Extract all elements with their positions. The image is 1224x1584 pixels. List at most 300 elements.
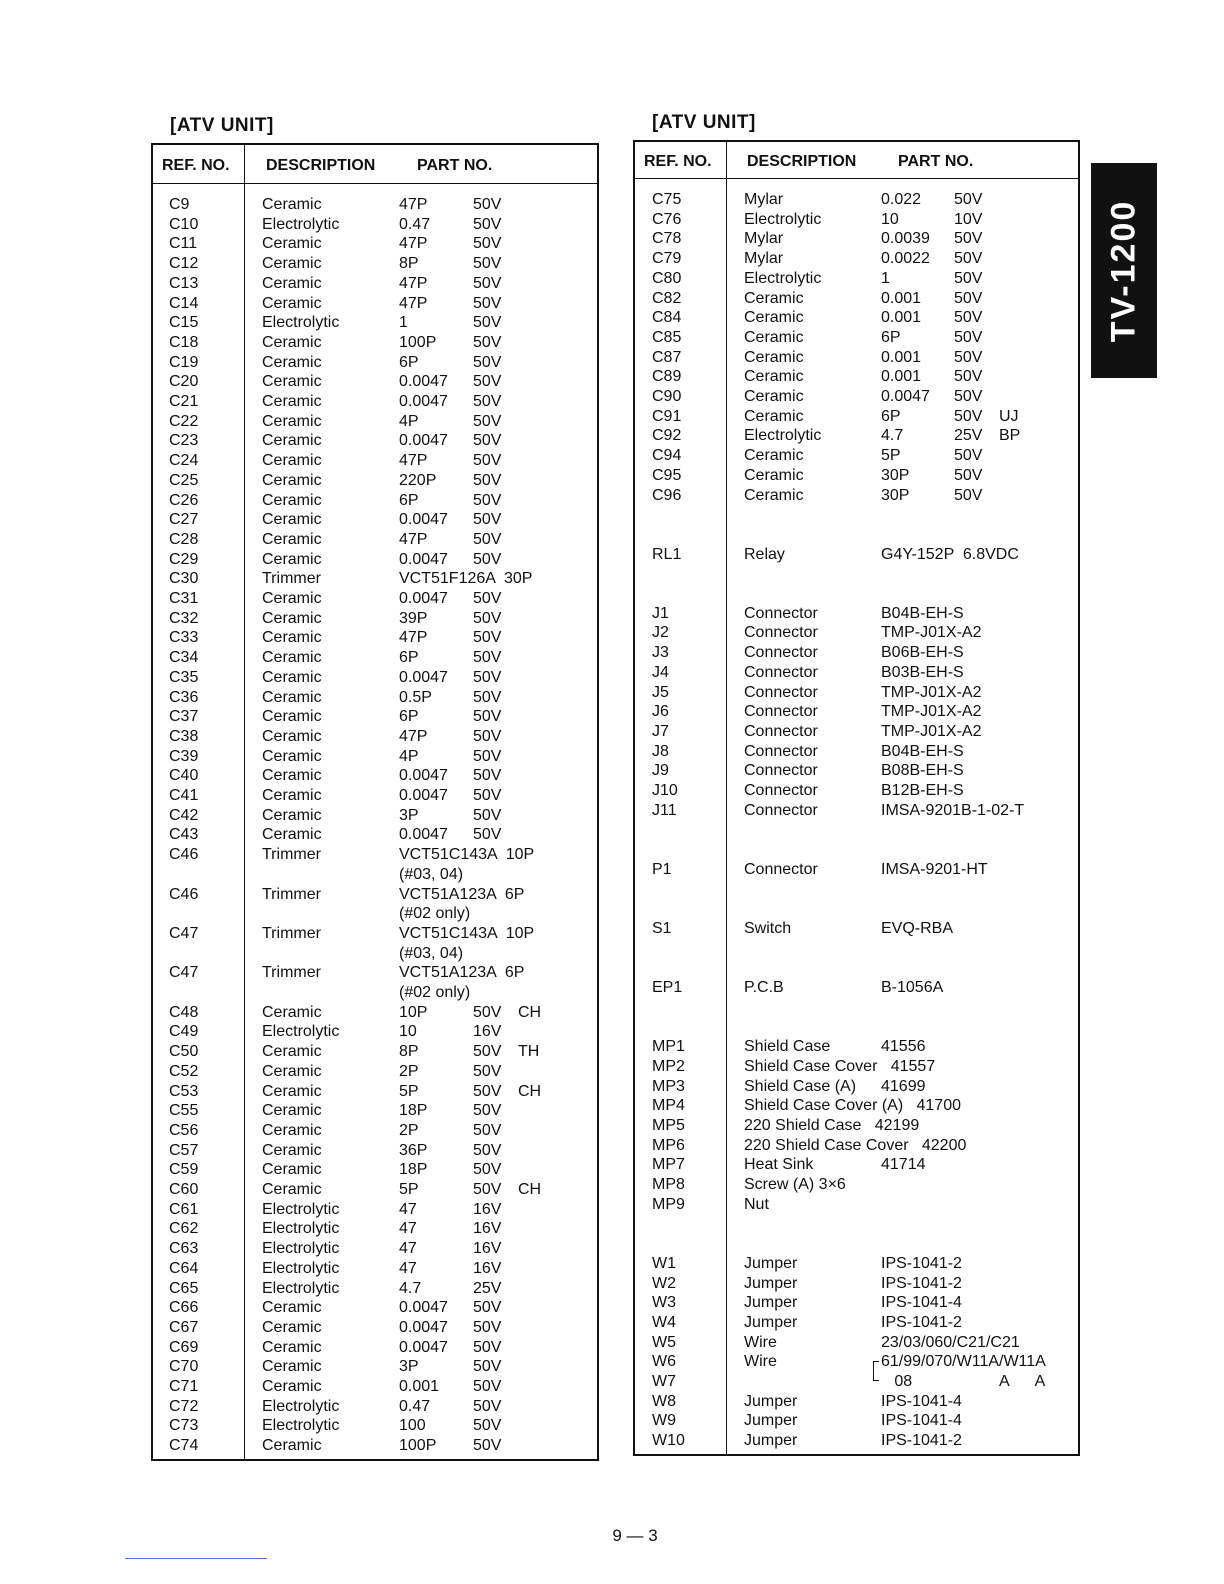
row-desc: Jumper — [744, 1392, 798, 1410]
header-divider — [635, 178, 1078, 179]
row-volt: 10V — [954, 210, 983, 228]
row-part: 8P — [399, 255, 419, 273]
row-ref: C72 — [169, 1397, 199, 1415]
row-part: 6P — [399, 708, 419, 726]
row-desc: Electrolytic — [744, 269, 822, 287]
row-part: 41699 — [881, 1077, 926, 1095]
row-desc: Ceramic — [262, 550, 322, 568]
row-desc: Ceramic — [262, 1121, 322, 1139]
row-volt: 50V — [473, 1121, 502, 1139]
row-ref: C69 — [169, 1338, 199, 1356]
row-part: 5P — [881, 447, 901, 465]
row-ref: C47 — [169, 964, 199, 982]
row-desc: 220 Shield Case 42199 — [744, 1116, 920, 1134]
row-ref: C20 — [169, 373, 199, 391]
row-part: 6P — [881, 407, 901, 425]
row-volt: 50V — [473, 353, 502, 371]
row-part: 0.001 — [399, 1378, 440, 1395]
row-desc: Ceramic — [262, 649, 322, 667]
row-volt: 50V — [473, 629, 502, 647]
row-ref: C40 — [169, 767, 199, 785]
row-desc: Ceramic — [262, 274, 322, 292]
row-ref: C13 — [169, 274, 199, 292]
row-ref: C38 — [169, 727, 199, 745]
row-part: 100P — [399, 333, 437, 351]
row-ref: C76 — [652, 210, 682, 228]
row-part: (#02 only) — [399, 984, 471, 1001]
row-part: IPS-1041-4 — [881, 1294, 962, 1312]
row-volt: 50V — [473, 826, 502, 844]
row-volt: 50V — [473, 471, 502, 489]
row-ref: J8 — [652, 742, 669, 760]
row-ref: C34 — [169, 649, 199, 667]
row-desc: Ceramic — [262, 235, 322, 253]
row-ref: C70 — [169, 1358, 199, 1376]
row-desc: Ceramic — [262, 1141, 322, 1159]
row-volt: 50V — [954, 407, 983, 425]
row-part: EVQ-RBA — [881, 919, 954, 937]
row-part: 2P — [399, 1062, 419, 1080]
row-ref: P1 — [652, 860, 672, 878]
row-part: 47P — [399, 235, 428, 253]
row-ref: C71 — [169, 1378, 199, 1395]
row-volt: 50V — [954, 250, 983, 268]
row-desc: Electrolytic — [262, 1023, 340, 1041]
row-ref: J6 — [652, 703, 669, 721]
row-ref: C59 — [169, 1161, 199, 1179]
row-volt: 50V — [473, 806, 502, 824]
row-desc: Wire — [744, 1333, 777, 1351]
row-volt: 50V — [473, 1141, 502, 1159]
row-ref: C10 — [169, 215, 199, 233]
row-desc: Ceramic — [744, 368, 804, 386]
row-part: 36P — [399, 1141, 428, 1159]
row-part: 6P — [399, 491, 419, 509]
row-volt: 50V — [473, 1299, 502, 1317]
row-desc: Ceramic — [262, 609, 322, 627]
row-part: (#03, 04) — [399, 944, 464, 962]
row-desc: Ceramic — [262, 688, 322, 706]
row-volt: 50V — [473, 215, 502, 233]
row-desc: Ceramic — [262, 353, 322, 371]
row-ref: C82 — [652, 289, 682, 307]
row-part: 0.0047 — [399, 787, 448, 804]
row-desc: Ceramic — [262, 255, 322, 273]
row-volt: 16V — [473, 1200, 502, 1218]
row-desc: Ceramic — [744, 309, 804, 327]
row-volt: 50V — [473, 1102, 502, 1120]
row-ref: C24 — [169, 452, 199, 470]
row-part: 39P — [399, 609, 428, 627]
row-part: 0.0047 — [399, 432, 448, 450]
row-desc: Nut — [744, 1195, 769, 1213]
row-desc: Jumper — [744, 1294, 798, 1312]
row-part: B12B-EH-S — [881, 782, 964, 799]
row-part: TMP-J01X-A2 — [881, 683, 982, 701]
row-desc: Ceramic — [262, 1043, 322, 1061]
row-desc: Ceramic — [744, 289, 804, 307]
row-part: 4P — [399, 747, 419, 765]
row-ref: C46 — [169, 846, 199, 864]
row-ref: J7 — [652, 722, 669, 740]
row-ref: C50 — [169, 1043, 199, 1061]
row-desc: Connector — [744, 663, 818, 681]
row-desc: Connector — [744, 782, 818, 799]
row-desc: Relay — [744, 545, 785, 563]
row-desc: Electrolytic — [262, 1200, 340, 1218]
row-volt: 50V — [954, 269, 983, 287]
row-volt: 50V — [473, 609, 502, 627]
row-ref: C46 — [169, 885, 199, 903]
row-part: 10P — [399, 1003, 428, 1021]
row-ref: C78 — [652, 230, 682, 248]
row-desc: Electrolytic — [744, 427, 822, 445]
row-volt: 50V — [473, 1358, 502, 1376]
row-desc: Connector — [744, 604, 818, 622]
row-volt: 50V — [473, 668, 502, 686]
row-desc: Ceramic — [262, 767, 322, 785]
row-desc: Connector — [744, 683, 818, 701]
row-volt: 50V — [473, 767, 502, 785]
row-desc: Jumper — [744, 1432, 798, 1450]
row-volt: 50V — [473, 688, 502, 706]
row-ref: S1 — [652, 919, 672, 937]
row-part: 5P — [399, 1181, 419, 1198]
row-part: 23/03/060/C21/C21 — [881, 1333, 1020, 1351]
row-ref: MP7 — [652, 1156, 685, 1174]
row-ref: C53 — [169, 1082, 199, 1100]
row-volt: 50V — [473, 747, 502, 765]
row-part: 2P — [399, 1121, 419, 1139]
row-part: 47P — [399, 629, 428, 647]
row-part: 47P — [399, 727, 428, 745]
row-ref: C63 — [169, 1240, 199, 1258]
row-volt: 50V — [473, 255, 502, 273]
row-part: 0.0047 — [881, 388, 930, 405]
row-volt: 16V — [473, 1220, 502, 1238]
row-desc: Ceramic — [262, 708, 322, 726]
row-part: 4.7 — [399, 1279, 422, 1297]
row-ref: C12 — [169, 255, 199, 273]
row-volt: 25V — [954, 427, 983, 445]
row-part: B08B-EH-S — [881, 762, 964, 780]
row-ref: C23 — [169, 432, 199, 450]
row-volt: 50V — [473, 1082, 502, 1100]
row-desc: Ceramic — [262, 412, 322, 430]
header-divider — [153, 183, 597, 184]
row-volt: 50V — [473, 373, 502, 391]
row-ref: C87 — [652, 348, 682, 366]
row-desc: Ceramic — [744, 466, 804, 484]
row-desc: Jumper — [744, 1412, 798, 1430]
row-ref: C64 — [169, 1259, 199, 1277]
row-part: IPS-1041-4 — [881, 1392, 962, 1410]
row-part: 0.0022 — [881, 250, 930, 268]
row-part: 0.001 — [881, 348, 922, 366]
row-ref: C95 — [652, 466, 682, 484]
column-divider — [726, 142, 727, 1454]
row-part: 100 — [399, 1417, 426, 1435]
row-volt: 50V — [954, 368, 983, 386]
header-description: DESCRIPTION — [747, 153, 857, 170]
row-desc: Ceramic — [262, 373, 322, 391]
left-unit-title: [ATV UNIT] — [170, 115, 274, 136]
row-desc: Ceramic — [262, 1003, 322, 1021]
row-part: 47P — [399, 274, 428, 292]
row-ref: J5 — [652, 683, 669, 701]
row-part: 47P — [399, 294, 428, 312]
row-desc: Ceramic — [262, 747, 322, 765]
row-ref: C47 — [169, 924, 199, 942]
row-ref: C62 — [169, 1220, 199, 1238]
row-volt: 50V — [473, 1062, 502, 1080]
model-side-tab — [1091, 163, 1157, 378]
row-ref: C49 — [169, 1023, 199, 1041]
row-part: 10 — [881, 210, 899, 228]
row-desc: Connector — [744, 624, 818, 642]
row-volt: 50V — [473, 196, 502, 213]
row-ref: C19 — [169, 353, 199, 371]
row-desc: Wire — [744, 1353, 777, 1371]
row-ref: C92 — [652, 427, 682, 445]
row-ref: J1 — [652, 604, 669, 622]
decorative-rule — [125, 1558, 267, 1559]
row-volt: 50V — [473, 432, 502, 450]
row-desc: Shield Case — [744, 1038, 831, 1056]
row-ref: W2 — [652, 1274, 676, 1292]
row-desc: Electrolytic — [262, 1240, 340, 1258]
row-ref: C27 — [169, 511, 199, 529]
row-part: 08 — [881, 1373, 913, 1390]
row-volt: 50V — [473, 1318, 502, 1336]
row-volt: 50V — [954, 486, 983, 504]
row-ref: C65 — [169, 1279, 199, 1297]
row-volt: 50V — [473, 274, 502, 292]
row-desc: Connector — [744, 801, 818, 819]
row-desc: Ceramic — [262, 1082, 322, 1100]
row-part: IPS-1041-2 — [881, 1432, 962, 1450]
row-ref: MP5 — [652, 1116, 685, 1134]
row-part: VCT51A123A 6P — [399, 885, 525, 903]
row-ref: W1 — [652, 1254, 676, 1272]
row-ref: C36 — [169, 688, 199, 706]
row-desc: Ceramic — [262, 1181, 322, 1198]
row-desc: Switch — [744, 919, 792, 937]
row-desc: Ceramic — [262, 452, 322, 470]
row-part: 0.0047 — [399, 767, 448, 785]
row-part: IPS-1041-2 — [881, 1274, 962, 1292]
row-ref: C14 — [169, 294, 199, 312]
row-note: TH — [518, 1043, 540, 1061]
row-ref: C60 — [169, 1181, 199, 1198]
row-ref: W10 — [652, 1432, 685, 1450]
row-part: 220P — [399, 471, 437, 489]
row-part: IPS-1041-4 — [881, 1412, 962, 1430]
row-desc: Electrolytic — [262, 1259, 340, 1277]
row-ref: C84 — [652, 309, 682, 327]
row-ref: C9 — [169, 196, 190, 213]
row-volt: 50V — [473, 333, 502, 351]
model-label: TV-1200 — [1104, 199, 1143, 342]
row-desc: Mylar — [744, 191, 784, 208]
row-desc: Ceramic — [262, 590, 322, 607]
row-part: 0.0047 — [399, 511, 448, 529]
row-desc: Ceramic — [744, 348, 804, 366]
row-part: 30P — [881, 486, 910, 504]
row-desc: 220 Shield Case Cover 42200 — [744, 1136, 967, 1154]
row-volt: 50V — [954, 447, 983, 465]
row-ref: J9 — [652, 762, 669, 780]
row-part: G4Y-152P 6.8VDC — [881, 545, 1019, 563]
column-divider — [244, 145, 245, 1459]
row-volt: 50V — [473, 1417, 502, 1435]
row-part: 6P — [399, 649, 419, 667]
row-desc: Ceramic — [262, 491, 322, 509]
row-volt: 50V — [954, 328, 983, 346]
row-part: 3P — [399, 1358, 419, 1376]
row-volt: 16V — [473, 1023, 502, 1041]
row-part: 0.001 — [881, 368, 922, 386]
row-part: 47P — [399, 452, 428, 470]
row-part: 10 — [399, 1023, 417, 1041]
row-note: CH — [518, 1082, 542, 1100]
row-ref: C55 — [169, 1102, 199, 1120]
row-ref: C48 — [169, 1003, 199, 1021]
row-desc: Ceramic — [262, 393, 322, 410]
row-part: 18P — [399, 1161, 428, 1179]
row-part: 47P — [399, 530, 428, 548]
row-desc: Ceramic — [262, 294, 322, 312]
page-number: 9 — 3 — [612, 1526, 658, 1545]
row-part: TMP-J01X-A2 — [881, 624, 982, 642]
row-ref: J2 — [652, 624, 669, 642]
row-part: B-1056A — [881, 979, 944, 996]
row-volt: 16V — [473, 1259, 502, 1277]
row-part: B04B-EH-S — [881, 604, 964, 622]
row-desc: Ceramic — [262, 432, 322, 450]
row-part: 0.5P — [399, 688, 432, 706]
row-ref: EP1 — [652, 979, 683, 996]
row-ref: C74 — [169, 1437, 199, 1455]
row-part: 61/99/070/W11A/W11A — [881, 1353, 1046, 1371]
row-part: VCT51A123A 6P — [399, 964, 525, 982]
row-desc: Electrolytic — [262, 1417, 340, 1435]
header-description: DESCRIPTION — [266, 157, 376, 174]
row-volt: 50V — [473, 314, 502, 332]
row-desc: Connector — [744, 722, 818, 740]
parts-table-right — [633, 140, 1080, 1456]
row-desc: Ceramic — [262, 1338, 322, 1356]
row-volt: 50V — [954, 348, 983, 366]
row-part: 41714 — [881, 1156, 926, 1174]
row-part: 0.47 — [399, 1397, 431, 1415]
row-part: 8P — [399, 1043, 419, 1061]
row-volt: 50V — [473, 1043, 502, 1061]
row-ref: MP3 — [652, 1077, 685, 1095]
row-part: IPS-1041-2 — [881, 1254, 962, 1272]
row-part: 47 — [399, 1200, 417, 1218]
row-ref: C56 — [169, 1121, 199, 1139]
row-ref: C85 — [652, 328, 682, 346]
row-desc: Shield Case (A) — [744, 1077, 857, 1095]
row-ref: C90 — [652, 388, 682, 405]
row-desc: Screw (A) 3×6 — [744, 1176, 846, 1193]
row-part: (#02 only) — [399, 905, 471, 923]
row-volt: 25V — [473, 1279, 502, 1297]
row-part: 0.022 — [881, 191, 922, 208]
row-ref: C42 — [169, 806, 199, 824]
row-ref: C32 — [169, 609, 199, 627]
row-desc: Ceramic — [744, 328, 804, 346]
row-volt: 50V — [473, 412, 502, 430]
row-ref: C43 — [169, 826, 199, 844]
row-desc: P.C.B — [744, 979, 784, 996]
row-part: 100P — [399, 1437, 437, 1455]
row-volt: 50V — [473, 1378, 502, 1395]
row-desc: Electrolytic — [262, 215, 340, 233]
row-desc: Connector — [744, 644, 818, 662]
row-desc: Ceramic — [744, 407, 804, 425]
row-volt: 50V — [954, 191, 983, 208]
row-part: 47 — [399, 1220, 417, 1238]
row-part: 0.47 — [399, 215, 431, 233]
row-ref: C26 — [169, 491, 199, 509]
row-volt: 50V — [954, 466, 983, 484]
row-desc: Shield Case Cover (A) 41700 — [744, 1097, 961, 1115]
row-ref: J3 — [652, 644, 669, 662]
row-part: 0.0047 — [399, 373, 448, 391]
right-unit-title: [ATV UNIT] — [652, 112, 756, 133]
row-ref: C94 — [652, 447, 682, 465]
row-ref: J11 — [652, 801, 677, 819]
row-note: UJ — [999, 407, 1019, 425]
row-volt: 50V — [473, 550, 502, 568]
row-desc: Jumper — [744, 1313, 798, 1331]
row-volt: 50V — [473, 1161, 502, 1179]
row-ref: C28 — [169, 530, 199, 548]
row-ref: MP1 — [652, 1038, 685, 1056]
row-part: 0.0047 — [399, 826, 448, 844]
row-part: 0.0039 — [881, 230, 930, 248]
row-ref: MP9 — [652, 1195, 685, 1213]
row-desc: Ceramic — [262, 668, 322, 686]
row-note: CH — [518, 1181, 542, 1198]
row-volt: 50V — [473, 1397, 502, 1415]
row-part: B06B-EH-S — [881, 644, 964, 662]
row-ref: C73 — [169, 1417, 199, 1435]
row-desc: Ceramic — [262, 629, 322, 647]
row-part: 18P — [399, 1102, 428, 1120]
row-desc: Ceramic — [262, 1102, 322, 1120]
row-volt: 50V — [473, 727, 502, 745]
row-desc: Connector — [744, 860, 818, 878]
row-part: VCT51C143A 10P — [399, 846, 535, 864]
row-part: 47 — [399, 1259, 417, 1277]
row-volt: 50V — [954, 309, 983, 327]
row-desc: Ceramic — [262, 826, 322, 844]
row-ref: C37 — [169, 708, 199, 726]
row-ref: C75 — [652, 191, 682, 208]
row-part: (#03, 04) — [399, 865, 464, 883]
wire-bracket — [873, 1361, 879, 1381]
row-part: TMP-J01X-A2 — [881, 703, 982, 721]
row-part: IPS-1041-2 — [881, 1313, 962, 1331]
row-volt: 50V — [473, 511, 502, 529]
row-desc: Electrolytic — [262, 314, 340, 332]
row-part: IMSA-9201-HT — [881, 860, 988, 878]
row-ref: C41 — [169, 787, 199, 804]
row-ref: W7 — [652, 1373, 676, 1390]
